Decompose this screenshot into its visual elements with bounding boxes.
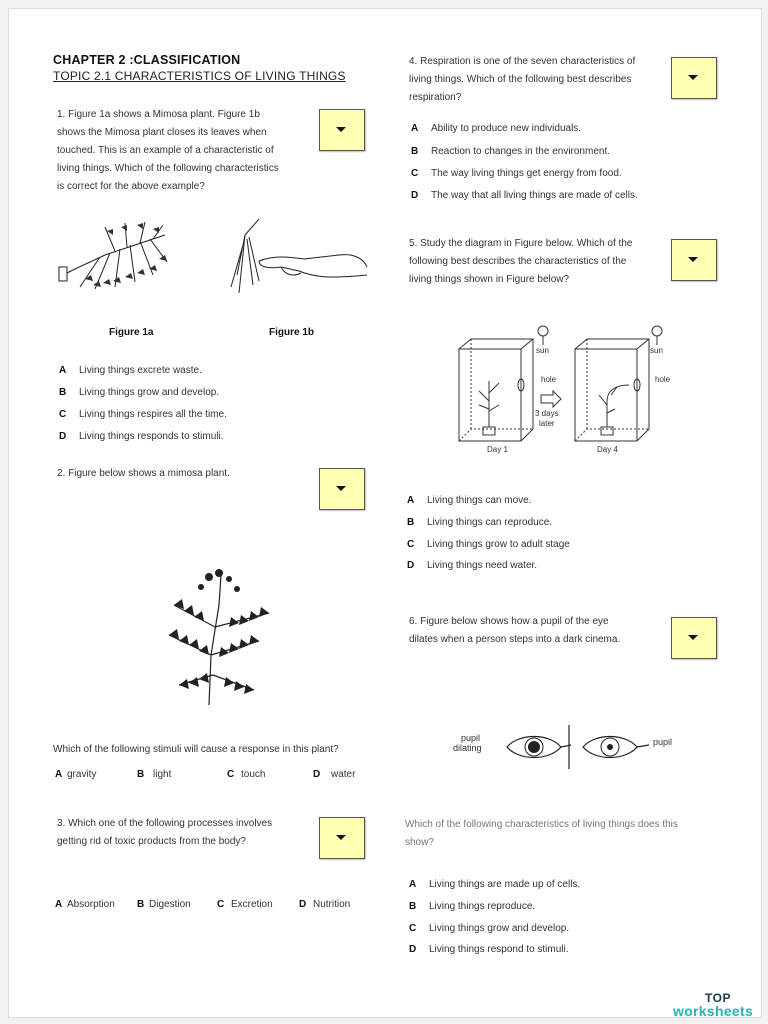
- figure-1a-caption: Figure 1a: [109, 327, 154, 338]
- topic-subtitle: TOPIC 2.1 CHARACTERISTICS OF LIVING THINGS: [53, 69, 346, 83]
- q3-answer-dropdown[interactable]: [319, 817, 365, 859]
- q6-answer-dropdown[interactable]: [671, 617, 717, 659]
- q5-text: [409, 235, 669, 289]
- q6-line: 6. Figure below shows how a pupil of the eye: [409, 616, 609, 627]
- q5-option-b: B Living things can reproduce.: [407, 517, 553, 528]
- q3-option-d: D Nutrition: [299, 899, 351, 910]
- q6-question: [405, 816, 725, 852]
- q6-text: [409, 613, 669, 649]
- q1-line: shows the Mimosa plant closes its leaves when: [57, 127, 267, 138]
- q1-option-c: C Living things respires all the time.: [59, 409, 227, 420]
- plant-phototropism-diagram: [449, 321, 679, 457]
- q5-option-a: A Living things can move.: [407, 495, 532, 506]
- q6-option-a: A Living things are made up of cells.: [409, 879, 581, 890]
- q1-line: is correct for the above example?: [57, 181, 205, 192]
- q1-option-d: D Living things responds to stimuli.: [59, 431, 224, 442]
- q5-day-left-label: Day 1: [487, 445, 508, 454]
- q4-text: [409, 53, 669, 107]
- q5-option-d: D Living things need water.: [407, 560, 538, 571]
- q3-text: [57, 815, 272, 851]
- q5-hole-right-label: hole: [655, 375, 671, 384]
- q1-line: living things. Which of the following characteristics: [57, 163, 279, 174]
- mimosa-leaf-illustration: [55, 217, 175, 297]
- q6-left-label-1: pupil: [461, 733, 481, 743]
- q6-right-label: pupil: [653, 737, 673, 747]
- q3-option-a: A Absorption: [55, 899, 115, 910]
- mimosa-plant-illustration: [149, 565, 279, 715]
- q1-line: touched. This is an example of a characteristic of: [57, 145, 274, 156]
- q1-line: 1. Figure 1a shows a Mimosa plant. Figure 1b: [57, 109, 260, 120]
- q4-answer-dropdown[interactable]: [671, 57, 717, 99]
- worksheet-page: [8, 8, 762, 1018]
- q6-left-label-2: dilating: [453, 743, 482, 753]
- hand-touching-mimosa-illustration: [219, 215, 369, 299]
- q6-option-c: C Living things grow and develop.: [409, 923, 570, 934]
- logo-top-text: TOP: [705, 991, 731, 1005]
- q5-line: living things shown in Figure below?: [409, 274, 570, 285]
- q6-option-b: B Living things reproduce.: [409, 901, 536, 912]
- q4-line: 4. Respiration is one of the seven characteristics of: [409, 56, 636, 67]
- q5-line: 5. Study the diagram in Figure below. Which of the: [409, 238, 633, 249]
- q5-hole-left-label: hole: [541, 375, 557, 384]
- q3-option-c: C Excretion: [217, 899, 273, 910]
- q2-prompt: 2. Figure below shows a mimosa plant.: [57, 468, 230, 479]
- q2-option-c: C touch: [227, 769, 266, 780]
- q4-option-a: A Ability to produce new individuals.: [411, 123, 582, 134]
- q1-option-a: A Living things excrete waste.: [59, 365, 202, 376]
- q6-question-line: show?: [405, 837, 434, 848]
- q1-text: [57, 106, 317, 196]
- q5-arrow-line-1: 3 days: [535, 409, 559, 418]
- logo-worksheets-text: worksheets: [673, 1003, 754, 1019]
- q4-line: living things. Which of the following best describes: [409, 74, 632, 85]
- q2-option-d: D water: [313, 769, 356, 780]
- q1-option-b: B Living things grow and develop.: [59, 387, 220, 398]
- q4-line: respiration?: [409, 92, 462, 103]
- figure-1b-caption: Figure 1b: [269, 327, 315, 338]
- q3-line: 3. Which one of the following processes involves: [57, 818, 273, 829]
- eye-pupil-diagram: [499, 723, 649, 771]
- q3-line: getting rid of toxic products from the body?: [57, 836, 246, 847]
- q3-option-b: B Digestion: [137, 899, 191, 910]
- q4-option-b: B Reaction to changes in the environment.: [411, 146, 610, 157]
- q1-answer-dropdown[interactable]: [319, 109, 365, 151]
- q5-sun-left-label: sun: [536, 346, 549, 355]
- q5-arrow-line-2: later: [539, 419, 555, 428]
- q6-line: dilates when a person steps into a dark cinema.: [409, 634, 621, 645]
- q4-option-d: D The way that all living things are made of cells.: [411, 190, 638, 201]
- q5-answer-dropdown[interactable]: [671, 239, 717, 281]
- q5-day-right-label: Day 4: [597, 445, 618, 454]
- q5-option-c: C Living things grow to adult stage: [407, 539, 570, 550]
- q6-question-line: Which of the following characteristics of living things does this: [405, 819, 678, 830]
- q5-line: following best describes the characteristics of the: [409, 256, 627, 267]
- q2-option-b: B light: [137, 769, 172, 780]
- q2-question: Which of the following stimuli will cause a response in this plant?: [53, 744, 339, 755]
- q5-sun-right-label: sun: [650, 346, 663, 355]
- q2-option-a: A gravity: [55, 769, 97, 780]
- chapter-title: CHAPTER 2 :CLASSIFICATION: [53, 53, 241, 67]
- q2-answer-dropdown[interactable]: [319, 468, 365, 510]
- q6-option-d: D Living things respond to stimuli.: [409, 944, 569, 955]
- q4-option-c: C The way living things get energy from food.: [411, 168, 622, 179]
